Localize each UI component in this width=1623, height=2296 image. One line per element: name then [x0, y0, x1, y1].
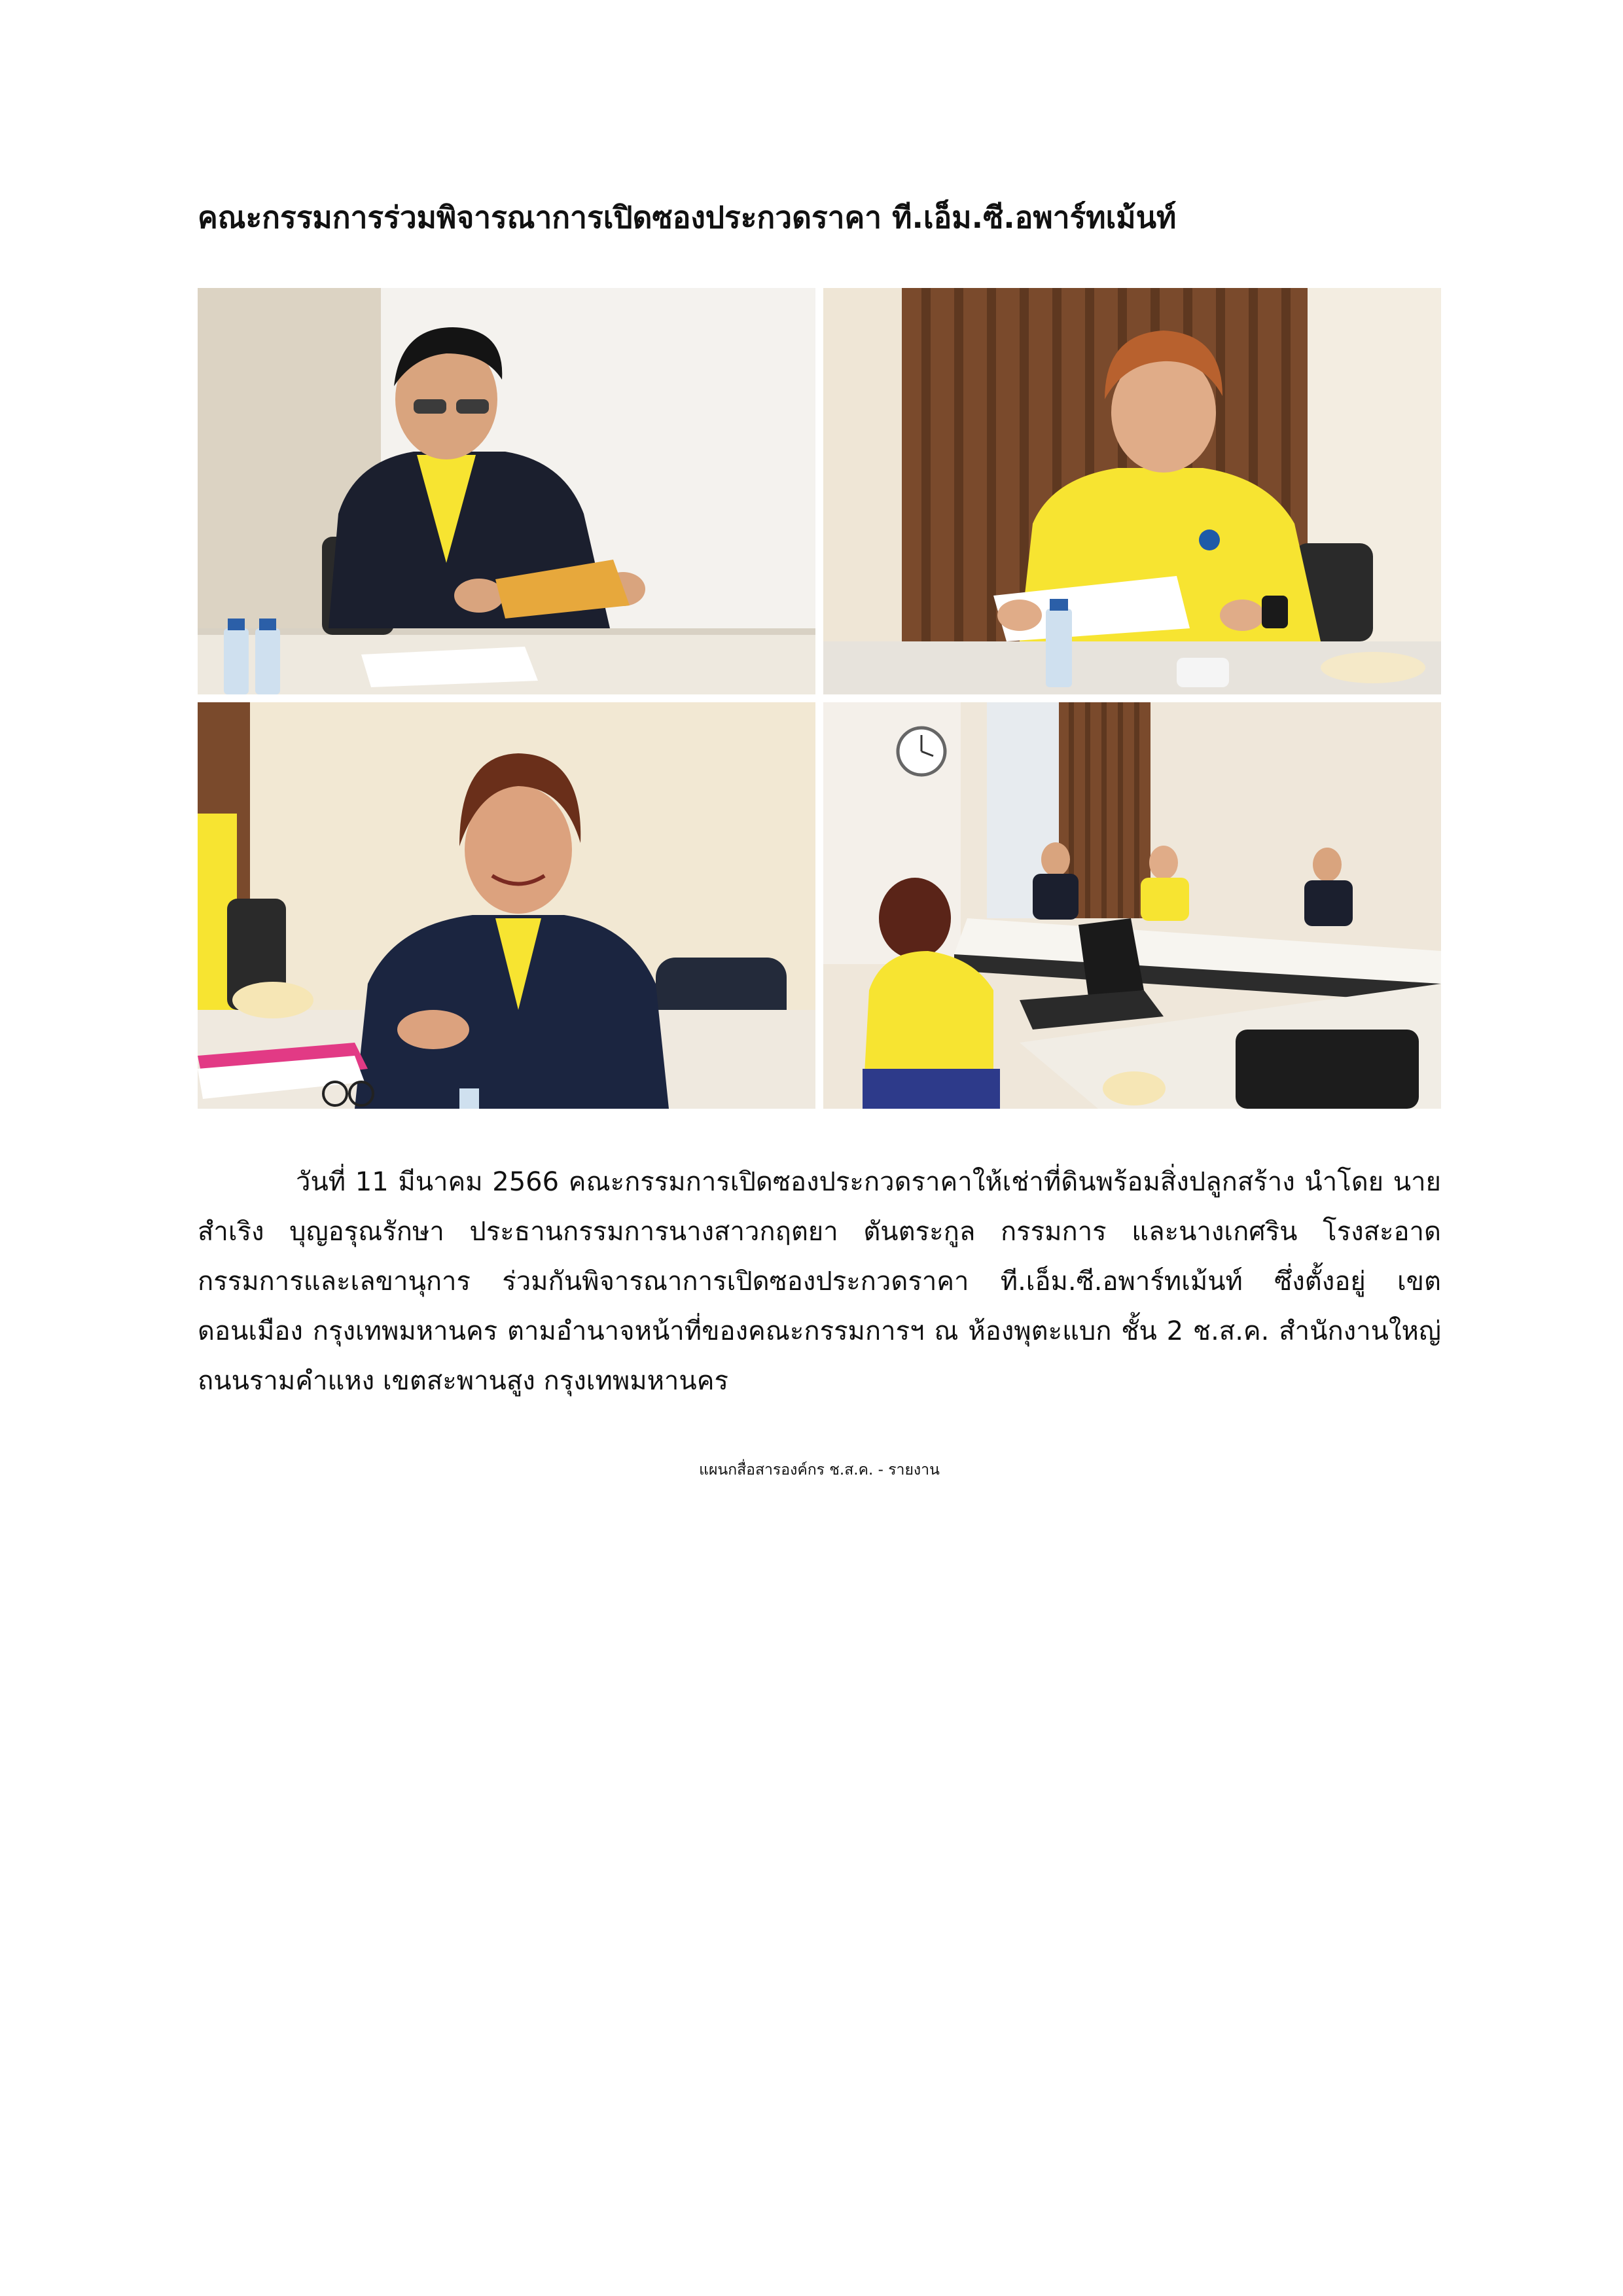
photo-man-opening-envelope: [198, 288, 815, 694]
report-credit: แผนกสื่อสารองค์กร ช.ส.ค. - รายงาน: [699, 1462, 940, 1479]
photo-woman-reading-documents: [823, 288, 1441, 694]
photo-woman-smiling-at-table: [198, 702, 815, 1109]
body-paragraph: วันที่ 11 มีนาคม 2566 คณะกรรมการเปิดซองประกวดราคาให้เช่าที่ดินพร้อมสิ่งปลูกสร้าง นำโดย นายสำเริง บุญอรุณรักษา ประธานกรรมการนางสาวกฤตยา ตันตระกูล กรรมการ และนางเกศริน โรงสะอาด กรรมการและเลขานุการ ร่วมกันพิจารณาการเปิดซองประกวดราคา ที.เอ็ม.ซี.อพาร์ทเม้นท์ ซึ่งตั้งอยู่ เขตดอนเมือง กรุงเทพมหานคร ตามอำนาจหน้าที่ของคณะกรรมการฯ ณ ห้องพุตะแบก ชั้น 2 ช.ส.ค. สำนักงานใหญ่ ถนนรามคำแหง เขตสะพานสูง กรุงเทพมหานคร: [198, 1167, 1441, 1396]
photo-grid: [198, 288, 1441, 1109]
photo-meeting-room-overview: [823, 702, 1441, 1109]
page-title: คณะกรรมการร่วมพิจารณาการเปิดซองประกวดราคา ที.เอ็ม.ซี.อพาร์ทเม้นท์: [198, 200, 1177, 235]
